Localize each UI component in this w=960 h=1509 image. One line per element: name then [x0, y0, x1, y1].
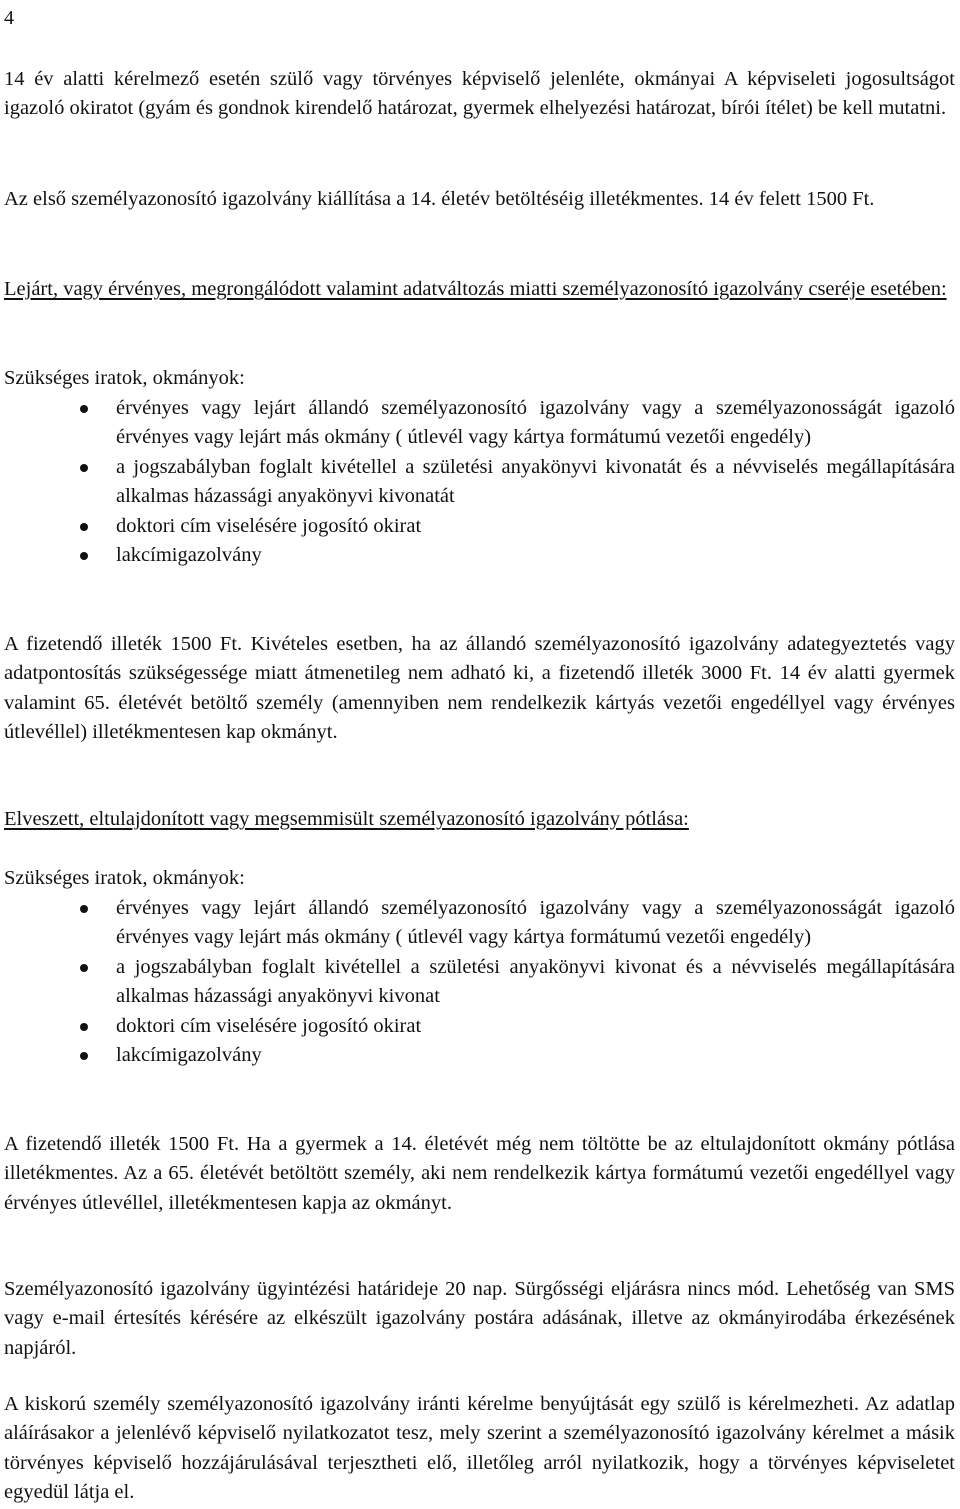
exchange-docs-list [4, 394, 955, 570]
page-number: 4 [4, 7, 14, 29]
replacement-fee-paragraph: A fizetendő illeték 1500 Ft. Ha a gyermek a 14. életévét még nem töltötte be az eltulajdonított okmány pótlása illetékmentes. Az a 65. életévét betöltött személy, aki nem rendelkezik kártya formátumú vezetői engedéllyel vagy érvényes útlevéllel, illetékmentesen kapja az okmányt. [4, 1133, 955, 1214]
exchange-docs-label: Szükséges iratok, okmányok: [4, 367, 245, 389]
intro-representative-paragraph: 14 év alatti kérelmező esetén szülő vagy törvényes képviselő jelenléte, okmányai A képviseleti jogosultságot igazoló okiratot (gyám és gondnok kirendelő határozat, gyermek elhelyezési határozat, bírói ítélet) be kell mutatni. [4, 68, 955, 120]
minor-application-paragraph: A kiskorú személy személyazonosító igazolvány iránti kérelme benyújtását egy szülő is kérelmezheti. Az adatlap aláírásakor a jelenlévő képviselő nyilatkozatot tesz, mely szerint a személyazonosító igazolvány kérelmet a másik törvényes képviselő hozzájárulásával terjesztheti elő, illetőleg arról nyilatkozik, hogy a törvényes képviseletet egyedül látja el. [4, 1393, 955, 1504]
list-item: lakcímigazolvány [4, 541, 955, 570]
replacement-section-heading: Elveszett, eltulajdonított vagy megsemmisült személyazonosító igazolvány pótlása: [4, 808, 689, 830]
exchange-section-heading: Lejárt, vagy érvényes, megrongálódott valamint adatváltozás miatti személyazonosító igazolvány cseréje esetében: [4, 278, 947, 300]
exchange-fee-paragraph: A fizetendő illeték 1500 Ft. Kivételes esetben, ha az állandó személyazonosító igazolvány adategyeztetés vagy adatpontosítás szükségessége miatt átmenetileg nem adható ki, a fizetendő illeték 3000 Ft. 14 év alatti gyermek valamint 65. életévét betöltő személy (amennyiben nem rendelkezik kártyás vezetői engedéllyel vagy érvényes útlevéllel) illetékmentesen kap okmányt. [4, 633, 955, 744]
list-item: érvényes vagy lejárt állandó személyazonosító igazolvány vagy a személyazonosságát igazoló érvényes vagy lejárt más okmány ( útlevél vagy kártya formátumú vezetői engedély) [4, 894, 955, 953]
list-item: lakcímigazolvány [4, 1041, 955, 1070]
list-item: doktori cím viselésére jogosító okirat [4, 512, 955, 541]
replacement-docs-label: Szükséges iratok, okmányok: [4, 867, 245, 889]
intro-fee-paragraph: Az első személyazonosító igazolvány kiállítása a 14. életév betöltéséig illetékmentes. 14 év felett 1500 Ft. [4, 188, 875, 210]
list-item: a jogszabályban foglalt kivétellel a születési anyakönyvi kivonatát és a névviselés megállapítására alkalmas házassági anyakönyvi kivonatát [4, 453, 955, 512]
list-item: a jogszabályban foglalt kivétellel a születési anyakönyvi kivonat és a névviselés megállapítására alkalmas házassági anyakönyvi kivonat [4, 953, 955, 1012]
list-item: doktori cím viselésére jogosító okirat [4, 1012, 955, 1041]
processing-deadline-paragraph: Személyazonosító igazolvány ügyintézési határideje 20 nap. Sürgősségi eljárásra nincs mód. Lehetőség van SMS vagy e-mail értesítés kérésére az elkészült igazolvány postára adásának, illetve az okmányirodába érkezésének napjáról. [4, 1278, 955, 1359]
replacement-docs-list [4, 894, 955, 1070]
list-item: érvényes vagy lejárt állandó személyazonosító igazolvány vagy a személyazonosságát igazoló érvényes vagy lejárt más okmány ( útlevél vagy kártya formátumú vezetői engedély) [4, 394, 955, 453]
